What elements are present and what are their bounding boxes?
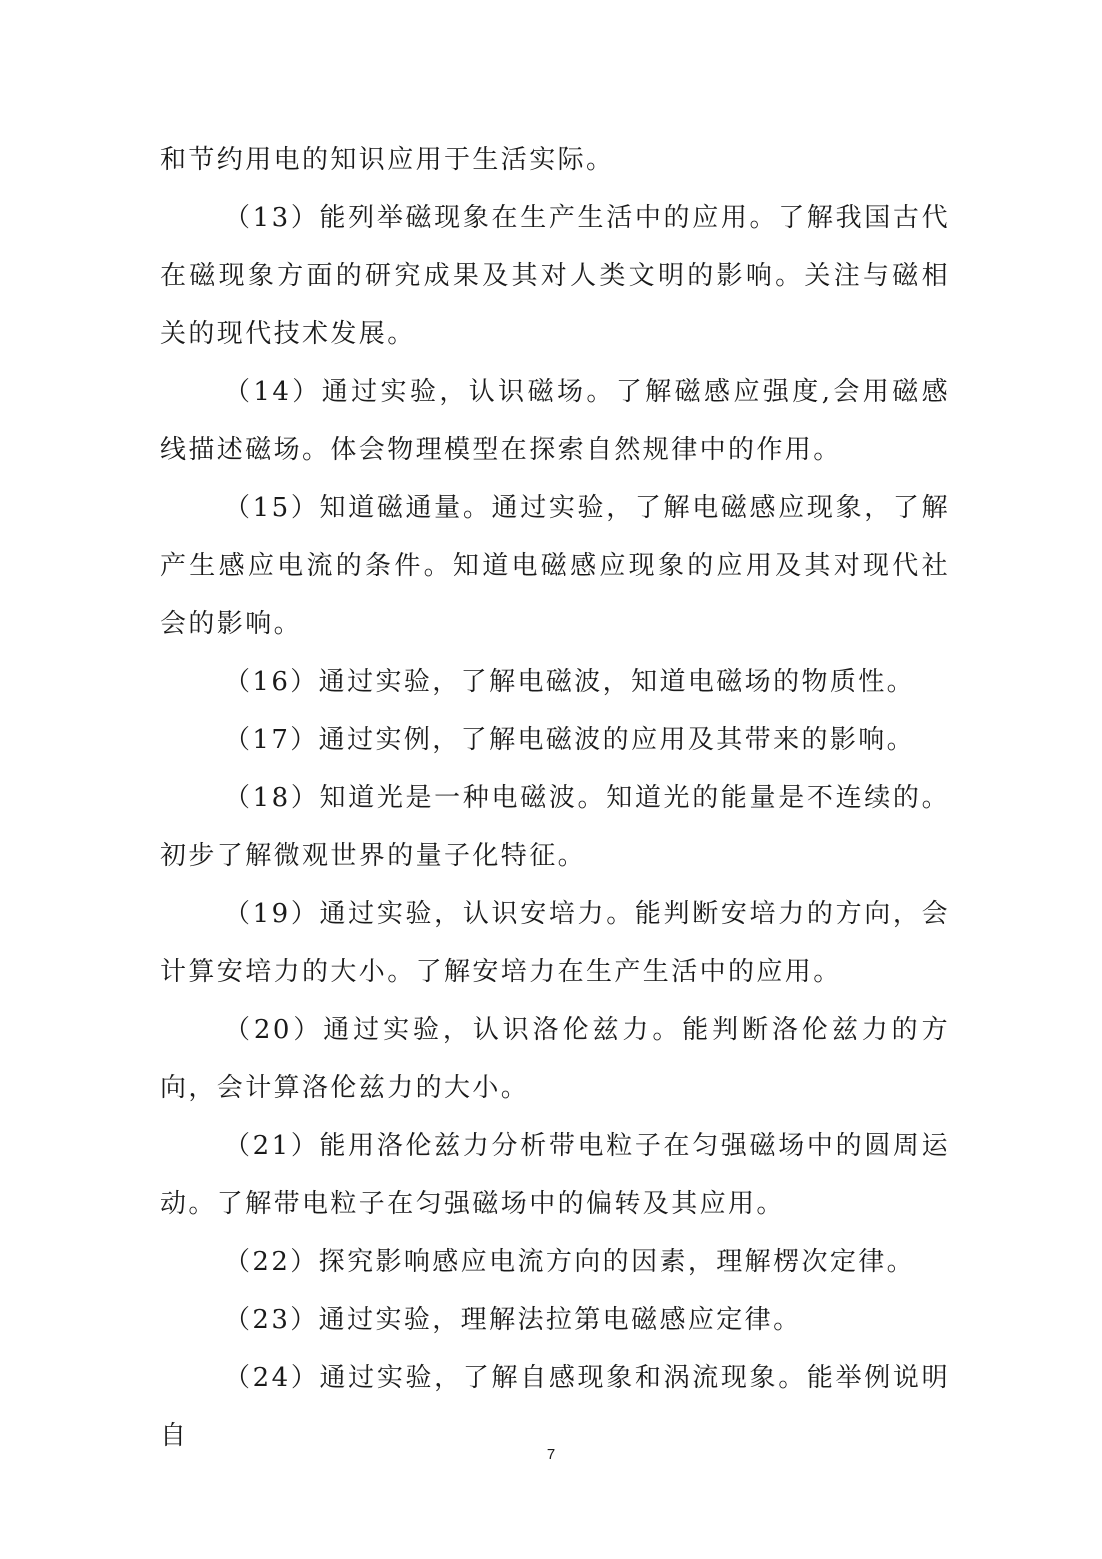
paragraph-continuation: 和节约用电的知识应用于生活实际。 <box>160 145 615 175</box>
body-text <box>160 131 950 1465</box>
paragraph-item-17: （17）通过实例，了解电磁波的应用及其带来的影响。 <box>224 725 916 755</box>
paragraph-item-24: （24）通过实验，了解自感现象和涡流现象。能举例说明自 <box>160 1363 950 1451</box>
paragraph-item-13: （13）能列举磁现象在生产生活中的应用。了解我国古代在磁现象方面的研究成果及其对人类文明的影响。关注与磁相关的现代技术发展。 <box>160 203 950 349</box>
paragraph-item-16: （16）通过实验，了解电磁波，知道电磁场的物质性。 <box>224 667 916 697</box>
paragraph-item-18: （18）知道光是一种电磁波。知道光的能量是不连续的。初步了解微观世界的量子化特征。 <box>160 783 950 871</box>
paragraph-item-23: （23）通过实验，理解法拉第电磁感应定律。 <box>224 1305 802 1335</box>
paragraph-item-22: （22）探究影响感应电流方向的因素，理解楞次定律。 <box>224 1247 916 1277</box>
paragraph-item-20: （20）通过实验，认识洛伦兹力。能判断洛伦兹力的方向，会计算洛伦兹力的大小。 <box>160 1015 950 1103</box>
paragraph-item-15: （15）知道磁通量。通过实验，了解电磁感应现象，了解产生感应电流的条件。知道电磁感应现象的应用及其对现代社会的影响。 <box>160 493 950 639</box>
paragraph-item-14: （14）通过实验，认识磁场。了解磁感应强度,会用磁感线描述磁场。体会物理模型在探索自然规律中的作用。 <box>160 377 950 465</box>
page-number: 7 <box>546 1446 556 1463</box>
paragraph-item-19: （19）通过实验，认识安培力。能判断安培力的方向，会计算安培力的大小。了解安培力在生产生活中的应用。 <box>160 899 950 987</box>
paragraph-item-21: （21）能用洛伦兹力分析带电粒子在匀强磁场中的圆周运动。了解带电粒子在匀强磁场中的偏转及其应用。 <box>160 1131 950 1219</box>
